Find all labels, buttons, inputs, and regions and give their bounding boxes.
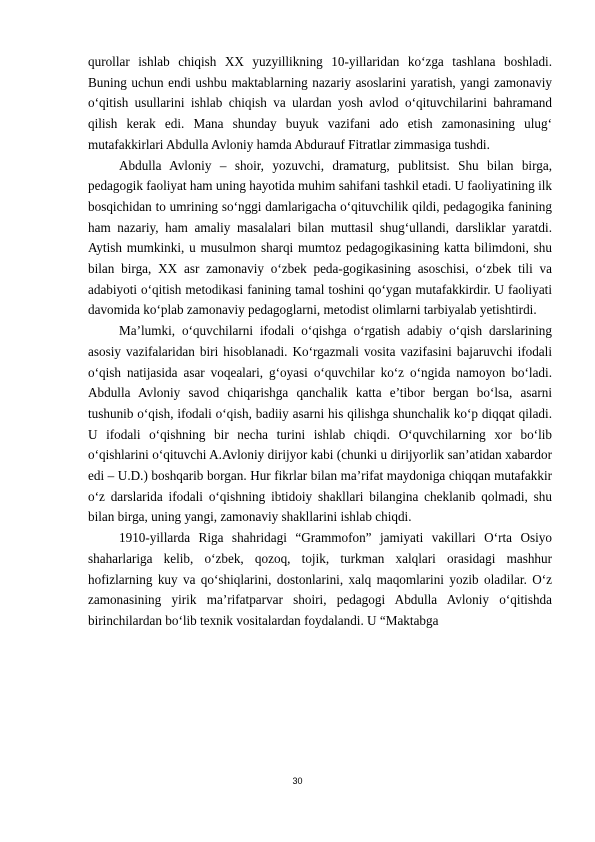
paragraph-1: qurollar ishlab chiqish XX yuzyillikning 10-yillaridan koʻzga tashlana boshladi. Buning uchun endi ushbu maktablarning nazariy asoslarini yaratish, yangi zamonaviy oʻqitish usullarini ishlab chiqish va ulardan yosh avlod oʻqituvchilarini bahramand qilish kerak edi. Mana shunday buyuk vazifani ado etish zamonasining ulugʻ mutafakkirlari Abdulla Avloniy hamda Abdurauf Fitratlar zimmasiga tushdi. [88,54,552,152]
paragraph-4: 1910-yillarda Riga shahridagi “Grammofon” jamiyati vakillari Oʻrta Osiyo shaharlariga kelib, oʻzbek, qozoq, tojik, turkman xalqlari orasidagi mashhur hofizlarning kuy va qoʻshiqlarini, dostonlarini, xalq maqomlarini yozib oladilar. Oʻz zamonasining yirik ma’rifatparvar shoiri, pedagogi Abdulla Avloniy oʻqitishda birinchilardan boʻlib texnik vositalardan foydalandi. U “Maktabga [88,530,552,628]
paragraph-2: Abdulla Avloniy – shoir, yozuvchi, dramaturg, publitsist. Shu bilan birga, pedagogik faoliyat ham uning hayotida muhim sahifani tashkil etadi. U faoliyatining ilk bosqichidan to umrining soʻnggi damlarigacha oʻqituvchilik qildi, pedagogika fanining ham nazariy, ham amaliy masalalari bilan muttasil shugʻullandi, darsliklar yaratdi. Aytish mumkinki, u musulmon sharqi mumtoz pedagogikasining katta bilimdoni, shu bilan birga, XX asr zamonaviy oʻzbek peda-gogikasining asoschisi, oʻzbek tili va adabiyoti oʻqitish metodikasi fanining tamal toshini qoʻygan mutafakkirdir. U faoliyati davomida koʻplab zamonaviy pedagoglarni, metodist olimlarni tarbiyalab yetishtirdi. [88,157,552,318]
paragraph-3: Ma’lumki, oʻquvchilarni ifodali oʻqishga oʻrgatish adabiy oʻqish darslarining asosiy vazifalaridan biri hisoblanadi. Koʻrgazmali vosita vazifasini bajaruvchi ifodali oʻqish natijasida asar voqealari, gʻoyasi oʻquvchilar koʻz oʻngida namoyon boʻladi. Abdulla Avloniy savod chiqarishga qanchalik katta e’tibor bergan boʻlsa, asarni tushunib oʻqish, ifodali oʻqish, badiiy asarni his qilishga shunchalik koʻp diqqat qiladi. U ifodali oʻqishning bir necha turini ishlab chiqdi. Oʻquvchilarning xor boʻlib oʻqishlarini oʻqituvchi A.Avloniy dirijyor kabi (chunki u dirijyorlik san’atidan xabardor edi – U.D.) boshqarib borgan. Hur fikrlar bilan ma’rifat maydoniga chiqqan mutafakkir oʻz darslarida ifodali oʻqishning ibtidoiy shakllari bilangina cheklanib qolmadi, shu bilan birga, uning yangi, zamonaviy shakllarini ishlab chiqdi. [88,323,552,525]
body-text [88,52,552,632]
page-number: 30 [292,776,303,786]
